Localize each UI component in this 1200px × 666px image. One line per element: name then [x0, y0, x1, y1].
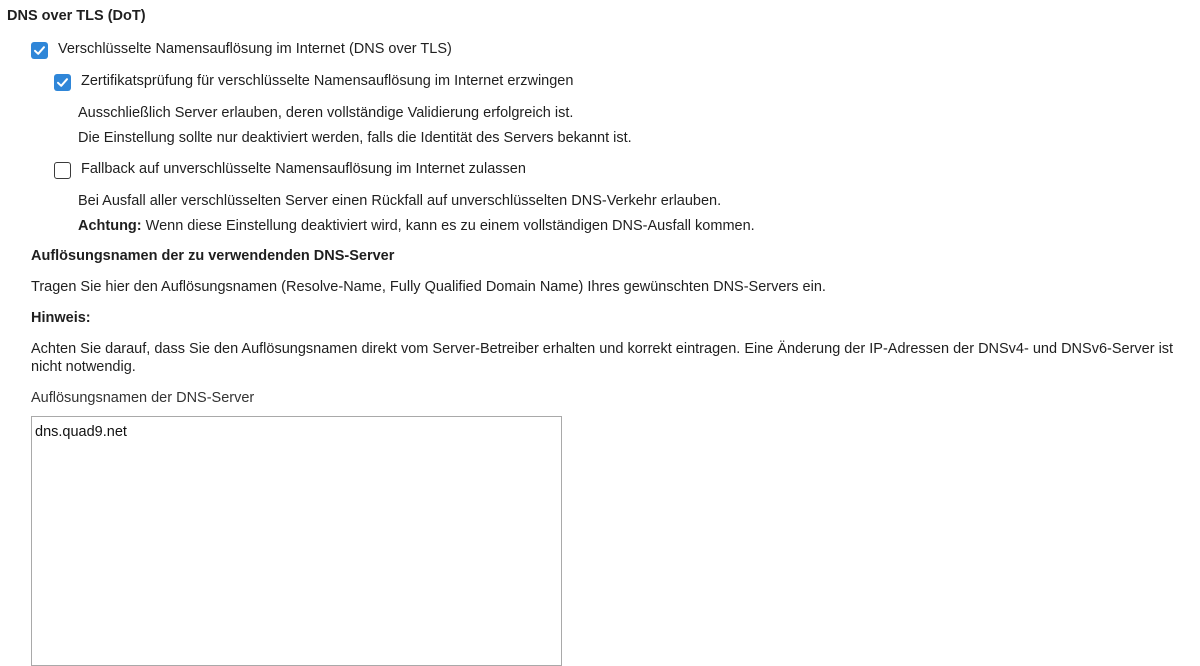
fallback-desc: Bei Ausfall aller verschlüsselten Server einen Rückfall auf unverschlüsselten DNS-Verkehr erlauben.	[78, 193, 722, 209]
warning-text: Wenn diese Einstellung deaktiviert wird, kann es zu einem vollständigen DNS-Ausfall kommen.	[141, 218, 755, 234]
fallback-label[interactable]: Fallback auf unverschlüsselte Namensauflösung im Internet zulassen	[81, 161, 526, 177]
checkmark-icon	[33, 44, 46, 57]
note-line-2: nicht notwendig.	[31, 359, 136, 375]
section-title: DNS over TLS (DoT)	[7, 8, 146, 24]
fallback-warning	[78, 218, 755, 234]
checkmark-icon	[56, 76, 69, 89]
cert-check-desc-2: Die Einstellung sollte nur deaktiviert werden, falls die Identität des Servers bekannt ist.	[78, 130, 632, 146]
field-label: Auflösungsnamen der DNS-Server	[31, 390, 255, 406]
resolver-heading: Auflösungsnamen der zu verwendenden DNS-Server	[31, 248, 395, 264]
cert-check-checkbox[interactable]	[54, 74, 71, 91]
fallback-checkbox[interactable]	[54, 162, 71, 179]
dot-label[interactable]: Verschlüsselte Namensauflösung im Internet (DNS over TLS)	[58, 41, 452, 57]
note-line-1: Achten Sie darauf, dass Sie den Auflösungsnamen direkt vom Server-Betreiber erhalten und korrekt eintragen. Eine Änderung der IP-Adressen der DNSv4- und DNSv6-Server ist	[31, 341, 1174, 357]
dot-checkbox[interactable]	[31, 42, 48, 59]
cert-check-desc-1: Ausschließlich Server erlauben, deren vollständige Validierung erfolgreich ist.	[78, 105, 574, 121]
dns-server-names-textarea[interactable]	[31, 416, 562, 666]
resolver-intro: Tragen Sie hier den Auflösungsnamen (Resolve-Name, Fully Qualified Domain Name) Ihres gewünschten DNS-Servers ein.	[31, 279, 826, 295]
cert-check-label[interactable]: Zertifikatsprüfung für verschlüsselte Namensauflösung im Internet erzwingen	[81, 73, 574, 89]
warning-label: Achtung:	[78, 218, 142, 234]
note-heading: Hinweis:	[31, 310, 91, 326]
